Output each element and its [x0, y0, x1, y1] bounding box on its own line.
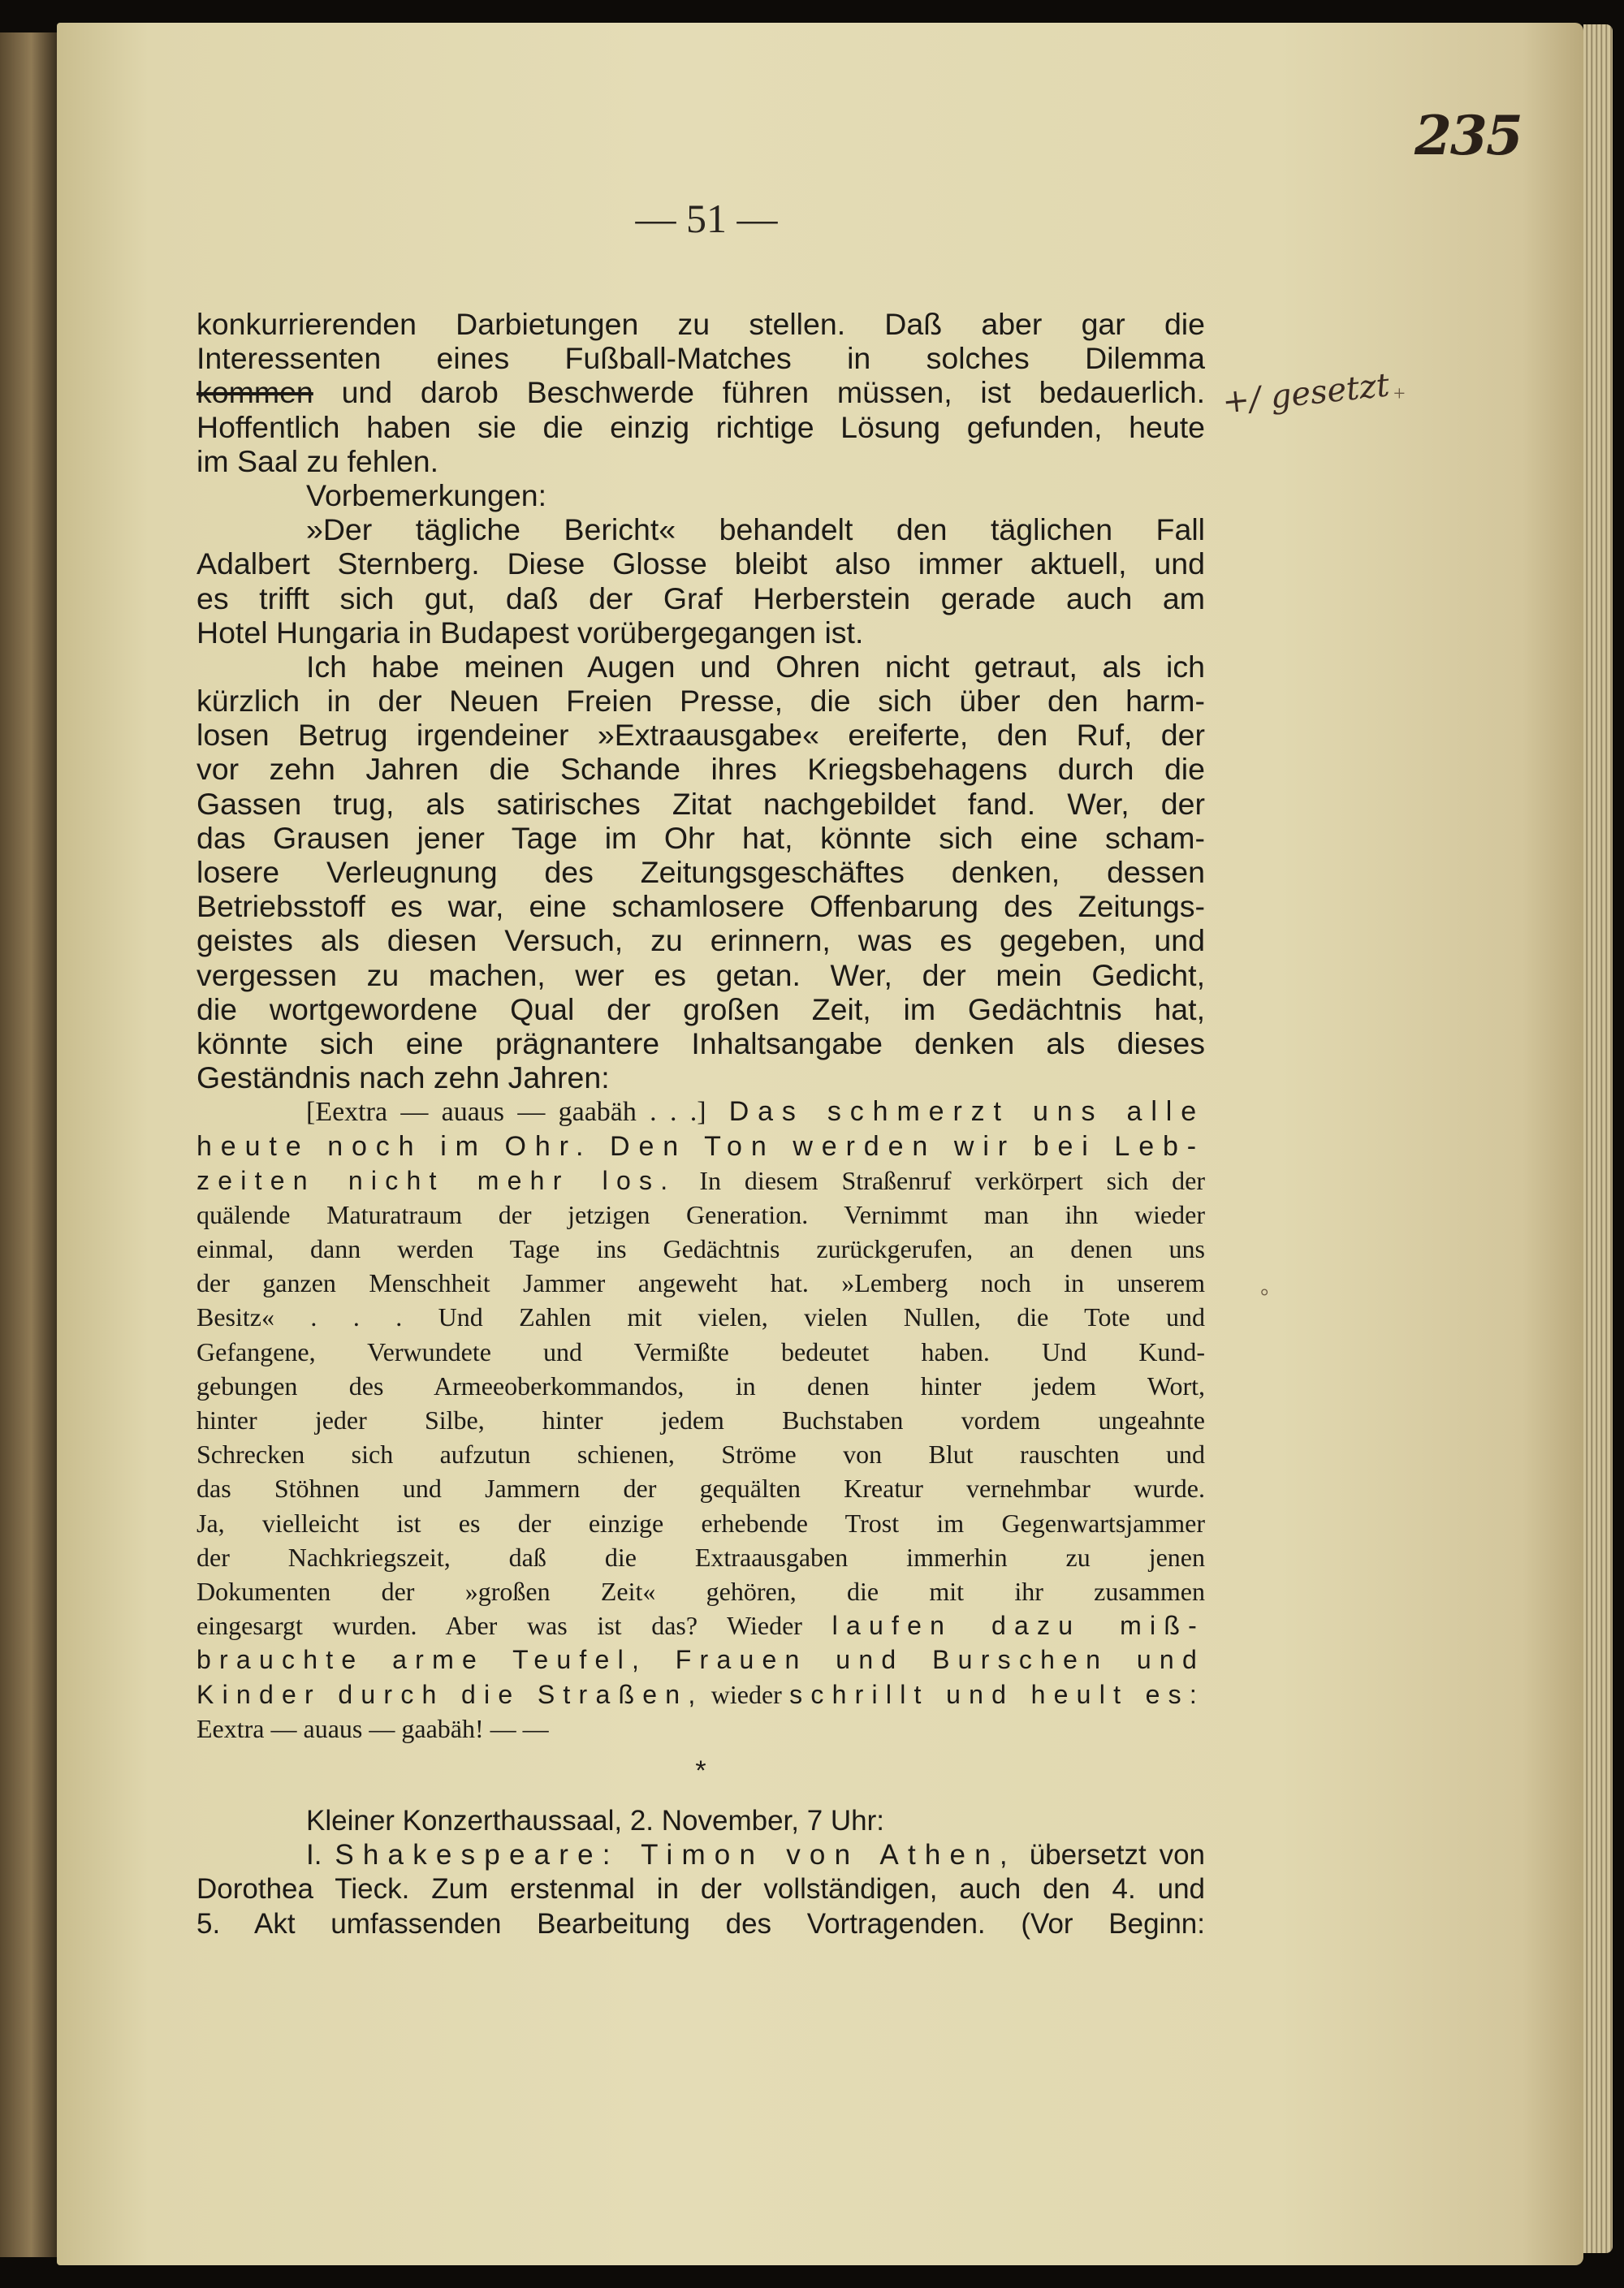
manuscript-page-number: 235 — [1415, 104, 1522, 167]
quote-line: brauchte arme Teufel, Frauen und Burschen und — [197, 1645, 1205, 1675]
struck-word: kommen — [197, 375, 313, 410]
text-line: 5. Akt umfassenden Bearbeitung des Vortragenden. (Vor Beginn: — [197, 1907, 1205, 1940]
text-line: vergessen zu machen, wer es getan. Wer, der mein Gedicht, — [197, 957, 1205, 992]
text-line: losen Betrug irgendeiner »Extraausgabe« ereiferte, den Ruf, der — [197, 718, 1205, 753]
text-line: »Der tägliche Bericht« behandelt den täglichen Fall — [306, 512, 1205, 547]
text-line: geistes als diesen Versuch, zu erinnern, was es gegeben, und — [197, 923, 1205, 958]
text-line: konkurrierenden Darbietungen zu stellen. Daß aber gar die — [197, 307, 1205, 341]
text-line: vor zehn Jahren die Schande ihres Kriegsbehagens durch die — [197, 752, 1205, 787]
text-line: Interessenten eines Fußball-Matches in solches Dilemma — [197, 341, 1205, 376]
text-line: das Grausen jener Tage im Ohr hat, könnte sich eine scham- — [197, 820, 1205, 855]
quote-line: Dokumenten der »großen Zeit« gehören, die mit ihr zusammen — [197, 1576, 1205, 1606]
text-line: Hoffentlich haben sie die einzig richtige Lösung gefunden, heute — [197, 409, 1205, 444]
quote-line: [Eextra — auaus — gaabäh . . .] Das schmerzt uns alle — [306, 1096, 1205, 1128]
margin-mark: + — [1393, 382, 1406, 405]
quote-line: der ganzen Menschheit Jammer angeweht hat. »Lemberg noch in unserem — [197, 1268, 1205, 1298]
quote-line: Ja, vielleicht ist es der einzige erhebende Trost im Gegenwartsjammer — [197, 1508, 1205, 1538]
quote-line: Eextra — auaus — gaabäh! — — — [197, 1713, 549, 1743]
quote-line: quälende Maturatraum der jetzigen Generation. Vernimmt man ihn wieder — [197, 1199, 1205, 1229]
quote-line: Gefangene, Verwundete und Vermißte bedeutet haben. Und Kund- — [197, 1336, 1205, 1366]
text-line: die wortgewordene Qual der großen Zeit, im Gedächtnis hat, — [197, 991, 1205, 1026]
quote-line: heute noch im Ohr. Den Ton werden wir bei Leb- — [197, 1130, 1205, 1162]
body-text — [197, 307, 1205, 1941]
quote-line: Kinder durch die Straßen, wieder schrillt und heult es: — [197, 1679, 1206, 1709]
text-line: Kleiner Konzerthaussaal, 2. November, 7 Uhr: — [306, 1805, 885, 1837]
text-line: im Saal zu fehlen. — [197, 443, 439, 478]
adjacent-page-edge — [0, 32, 57, 2257]
quote-line: zeiten nicht mehr los. In diesem Straßenruf verkörpert sich der — [197, 1165, 1206, 1195]
text-line: losere Verleugnung des Zeitungsgeschäftes denken, dessen — [197, 855, 1205, 889]
text-line: Hotel Hungaria in Budapest vorübergegangen ist. — [197, 615, 864, 650]
quote-line: der Nachkriegszeit, daß die Extraausgaben immerhin zu jenen — [197, 1542, 1205, 1572]
quote-line: eingesargt wurden. Aber was ist das? Wieder laufen dazu miß- — [197, 1611, 1206, 1641]
text-line: I. Shakespeare: Timon von Athen, übersetzt von — [306, 1839, 1205, 1871]
handwritten-marginalia: +/ gesetzt — [1220, 366, 1392, 421]
text-line: Betriebsstoff es war, eine schamlosere Offenbarung des Zeitungs- — [197, 889, 1205, 924]
margin-mark: ° — [1260, 1284, 1269, 1308]
text-line: Gassen trug, als satirisches Zitat nachgebildet fand. Wer, der — [197, 786, 1205, 821]
quote-line: Besitz« . . . Und Zahlen mit vielen, vielen Nullen, die Tote und — [197, 1302, 1205, 1332]
quote-line: das Stöhnen und Jammern der gequälten Kreatur vernehmbar wurde. — [197, 1474, 1205, 1504]
text-line: Vorbemerkungen: — [306, 477, 547, 512]
text-line: Ich habe meinen Augen und Ohren nicht getraut, als ich — [306, 649, 1205, 684]
page-stack-edge — [1583, 24, 1613, 2253]
quote-line: Schrecken sich aufzutun schienen, Ströme von Blut rauschten und — [197, 1440, 1205, 1470]
text-line: kommen und darob Beschwerde führen müssen, ist bedauerlich. — [197, 375, 1205, 410]
text-line: Geständnis nach zehn Jahren: — [197, 1060, 610, 1095]
text-line: kürzlich in der Neuen Freien Presse, die sich über den harm- — [197, 684, 1205, 719]
text-line: es trifft sich gut, daß der Graf Herberstein gerade auch am — [197, 581, 1205, 615]
page-number: — 51 — — [635, 196, 778, 241]
text-line: könnte sich eine prägnantere Inhaltsangabe denken als dieses — [197, 1025, 1205, 1060]
quote-line: einmal, dann werden Tage ins Gedächtnis zurückgerufen, an denen uns — [197, 1234, 1205, 1264]
text-line: Adalbert Sternberg. Diese Glosse bleibt also immer aktuell, und — [197, 546, 1205, 581]
text-line: Dorothea Tieck. Zum erstenmal in der vollständigen, auch den 4. und — [197, 1873, 1205, 1906]
quote-line: gebungen des Armeeoberkommandos, in denen hinter jedem Wort, — [197, 1371, 1205, 1401]
quote-line: hinter jeder Silbe, hinter jedem Buchstaben vordem ungeahnte — [197, 1405, 1205, 1435]
section-separator: * — [695, 1755, 706, 1786]
